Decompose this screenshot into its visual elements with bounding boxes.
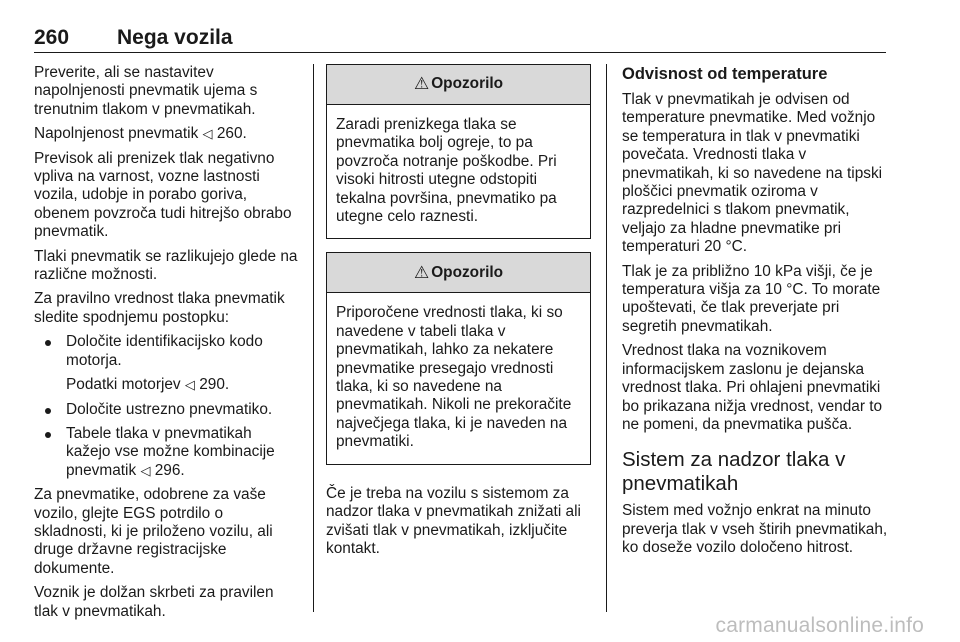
section-title: Nega vozila (117, 26, 233, 49)
page-reference-link[interactable]: 296. (154, 461, 185, 479)
warning-box (326, 64, 591, 239)
bullet-icon (45, 432, 51, 438)
list-item: Tabele tlaka v pnevmatikah kažejo vse možne kombinacije pnevmatik ◁ 296. (34, 425, 300, 480)
warning-text: Zaradi prenizkega tlaka se pnevmatika bolj ogreje, to pa povzroča notranje poškodbe. Pri visoki hitrosti utegne odstopiti tekalna površina, pnevmatiko pa utegne celo raznesti. (336, 116, 557, 226)
list-item: Določite ustrezno pnevmatiko. (34, 401, 300, 419)
paragraph: Previsok ali prenizek tlak negativno vpliva na varnost, vozne lastnosti vozila, udobje in porabo goriva, obenem povzroča tudi hitrejšo obrabo pnevmatik. (34, 149, 292, 241)
warning-text: Priporočene vrednosti tlaka, ki so navedene v tabeli tlaka v pnevmatikah, lahko za nekatere pnevmatike presegajo vrednosti tlaka, ki so navedene na pnevmatikah. Nikoli ne prekoračite največjega tlaka, ki je naveden na pnevmatiki. (336, 304, 572, 451)
sub-paragraph: Podatki motorjev ◁ 290. (66, 376, 230, 394)
warning-title: Opozorilo (431, 75, 504, 93)
paragraph: Tlak je za približno 10 kPa višji, če je temperatura višja za 10 °C. To morate upoštevati, če tlak preverjate pri segretih pnevmatikah. (622, 262, 881, 335)
paragraph: Tlak v pnevmatikah je odvisen od temperature pnevmatike. Med vožnjo se temperatura in tlak v pnevmatiki povečata. Vrednosti tlaka v pnevmatikah, ki so navedene na tipski ploščici pnevmatik oziroma v razpredelnici s tlakom pnevmatik, veljajo za hladne pnevmatike pri temperaturi 20 °C. (622, 91, 883, 256)
warning-header (327, 253, 590, 293)
list-item: Določite identifikacijsko kodo motorja. (34, 333, 300, 370)
warning-triangle-icon: ⚠ (413, 74, 430, 94)
paragraph: Če je treba na vozilu s sistemom za nadzor tlaka v pnevmatikah znižati ali zvišati tlak v pnevmatikah, izključite kontakt. (326, 484, 581, 557)
heading-tire-pressure-system: Sistem za nadzor tlaka v pnevmatikah (622, 448, 846, 496)
reference-arrow-icon: ◁ (184, 377, 195, 393)
page-reference-link[interactable]: 260. (216, 125, 247, 143)
bullet-icon (45, 408, 51, 414)
reference-arrow-icon: ◁ (140, 462, 151, 478)
right-column (622, 64, 888, 564)
bullet-icon (45, 340, 51, 346)
warning-box (326, 252, 591, 464)
left-column (34, 64, 300, 627)
procedure-list (34, 333, 300, 370)
paragraph: Sistem med vožnjo enkrat na minuto preverja tlak v vseh štirih pnevmatikah, ko doseže vozilo določeno hitrost. (622, 502, 888, 557)
procedure-list (34, 401, 300, 481)
paragraph: Napolnjenost pnevmatik ◁ 260. (34, 125, 247, 143)
middle-column (326, 64, 591, 564)
warning-title: Opozorilo (431, 263, 504, 281)
subheading-temperature: Odvisnost od temperature (622, 65, 828, 83)
warning-header (327, 65, 590, 105)
paragraph: Vrednost tlaka na voznikovem informacijskem zaslonu je dejanska vrednost tlaka. Pri ohlajeni pnevmatiki bo prikazana nižja vrednost, vendar to ne pomeni, da pnevmatika pušča. (622, 342, 883, 433)
page-number: 260 (34, 26, 70, 49)
paragraph: Tlaki pnevmatik se razlikujejo glede na različne možnosti. (34, 247, 298, 284)
paragraph: Preverite, ali se nastavitev napolnjenosti pnevmatik ujema s trenutnim tlakom v pnevmatikah. (34, 64, 258, 118)
watermark: carmanualsonline.info (715, 614, 924, 637)
reference-arrow-icon: ◁ (202, 126, 213, 142)
page-header (34, 18, 886, 53)
page-reference-link[interactable]: 290. (199, 376, 230, 394)
paragraph: Za pravilno vrednost tlaka pnevmatik sledite spodnjemu postopku: (34, 290, 285, 326)
column-divider (606, 64, 607, 612)
paragraph: Voznik je dolžan skrbeti za pravilen tlak v pnevmatikah. (34, 584, 274, 620)
column-divider (313, 64, 314, 612)
paragraph: Za pnevmatike, odobrene za vaše vozilo, glejte EGS potrdilo o skladnosti, ki je priloženo vozilu, ali druge državne registracijske dokumente. (34, 486, 273, 577)
warning-triangle-icon: ⚠ (413, 262, 430, 282)
